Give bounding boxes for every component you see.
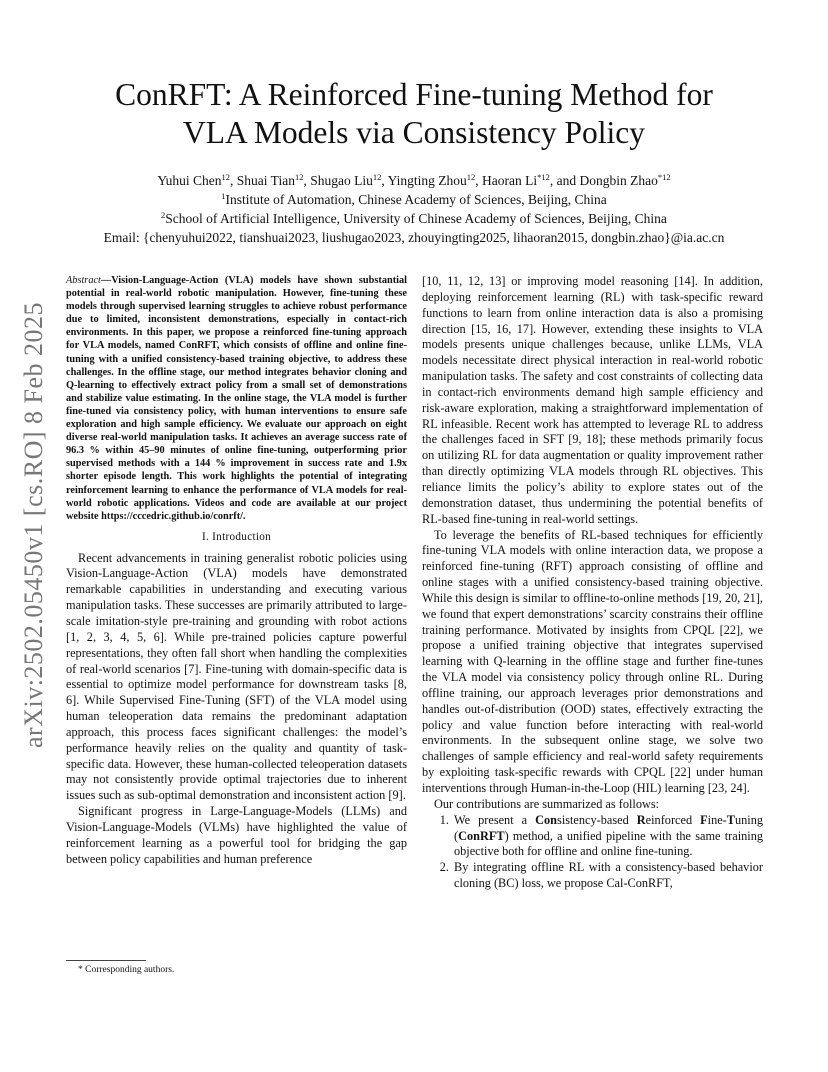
author-name: Yuhui Chen (157, 173, 222, 188)
author-list (60, 171, 768, 190)
author-affil-mark: *12 (537, 172, 550, 182)
affil-text: School of Artificial Intelligence, University of Chinese Academy of Sciences, Beijing, China (165, 211, 667, 226)
affil-mark: 1 (221, 191, 226, 201)
bold-run: ConRFT (458, 828, 505, 843)
author-affil-mark: 12 (294, 172, 304, 182)
affiliation-1 (60, 190, 768, 209)
author-separator: , (303, 173, 311, 188)
text-run: ine- (707, 812, 727, 827)
list-item: 2. By integrating offline RL with a consistency-based behavior cloning (BC) loss, we propose Cal-ConRFT, (452, 860, 763, 892)
paragraph: Our contributions are summarized as follows: (434, 796, 660, 811)
arxiv-identifier: arXiv:2502.05450v1 [cs.RO] 8 Feb 2025 (19, 301, 48, 749)
bold-run: Con (535, 812, 558, 827)
text-run: We present a (454, 812, 536, 827)
bold-run: T (726, 812, 735, 827)
author-name: Haoran Li (481, 173, 538, 188)
author-separator: , (381, 173, 388, 188)
bold-run: F (700, 812, 708, 827)
paper-title (60, 76, 768, 152)
abstract-text: —Vision-Language-Action (VLA) models have shown substantial potential in real-world robotic manipulation. However, fine-tuning these models through supervised learning struggles to achieve robust performance due to limited, inconsistent demonstrations, especially in contact-rich environments. In this paper, we propose a reinforced fine-tuning approach for VLA models, named ConRFT, which consists of offline and online fine-tuning with a unified consistency-based training objective, to address these challenges. In the offline stage, our method integrates behavior cloning and Q-learning to effectively extract policy from a small set of demonstrations and stabilize value estimating. In the online stage, the VLA model is further fine-tuned via consistency policy, with human interventions to ensure safe exploration and high sample efficiency. We evaluate our approach on eight diverse real-world manipulation tasks. It achieves an average success rate of 96.3 % within 45–90 minutes of online fine-tuning, outperforming prior supervised methods with a 144 % improvement in success rate and 1.9x shorter episode length. This work highlights the potential of integrating reinforcement learning to enhance the performance of VLA models for real-world robotic applications. Videos and code are available at our project website https://cccedric.github.io/conrft/. (66, 275, 407, 522)
author-affil-mark: 12 (466, 172, 476, 182)
author-affil-mark: 12 (221, 172, 231, 182)
text-run: uning ( (454, 812, 763, 843)
footnote-text: * Corresponding authors. (78, 965, 175, 975)
author-block (60, 171, 768, 247)
email-line: Email: {chenyuhui2022, tianshuai2023, liushugao2023, zhouyingting2025, lihaoran2015, dongbin.zhao}@ia.ac.cn (103, 230, 725, 245)
arxiv-identifier-sidebar (4, 290, 64, 760)
author-name: Shuai Tian (236, 173, 295, 188)
title-line-1: ConRFT: A Reinforced Fine-tuning Method for (115, 77, 713, 112)
bold-run: R (636, 812, 646, 827)
affil-text: Institute of Automation, Chinese Academy of Sciences, Beijing, China (225, 192, 607, 207)
section-heading: I. Introduction (201, 530, 272, 543)
author-affil-mark: *12 (657, 172, 671, 182)
footnote (66, 960, 407, 975)
title-line-2: VLA Models via Consistency Policy (183, 115, 645, 150)
abstract (66, 274, 407, 523)
paragraph: Recent advancements in training generalist robotic policies using Vision-Language-Action (VLA) models have demonstrated remarkable capabilities in understanding and executing various manipulation tasks. These successes are primarily attributed to large-scale imitation-style pre-training and grounding with robot actions [1, 2, 3, 4, 5, 6]. While pre-trained policies capture powerful representations, they often fall short when handling the complexities of real-world scenarios [7]. Fine-tuning with domain-specific data is essential to optimize model performance for downstream tasks [8, 6]. While Supervised Fine-Tuning (SFT) of the VLA model using human teleoperation data remains the predominant adaptation approach, this process faces significant challenges: the model’s performance heavily relies on the quality and quantity of task-specific data. However, these human-collected teleoperation datasets may not consistently provide optimal trajectories due to inherent issues such as sub-optimal demonstration and inconsistent action [9]. (66, 550, 407, 803)
author-name: Yingting Zhou (387, 173, 467, 188)
text-run: sistency-based (557, 812, 637, 827)
text-run: einforced (645, 812, 701, 827)
affiliation-2 (60, 209, 768, 228)
author-name: Dongbin Zhao (579, 173, 658, 188)
author-separator: , (230, 173, 237, 188)
text-run: ) method, a unified pipeline with the same training objective both for offline and online fine-tuning. (454, 828, 763, 859)
right-column (422, 274, 763, 892)
author-separator: , (475, 173, 482, 188)
footnote-rule (66, 960, 146, 961)
left-column (66, 274, 407, 868)
author-affil-mark: 12 (372, 172, 382, 182)
author-separator: , and (549, 173, 580, 188)
affil-mark: 2 (161, 210, 166, 220)
paragraph: To leverage the benefits of RL-based techniques for efficiently fine-tuning VLA models with online interaction data, we propose a reinforced fine-tuning (RFT) approach consisting of offline and online stages with a unified consistency-based training objective. While this design is similar to offline-to-online methods [19, 20, 21], we found that expert demonstrations’ scarcity constrains their offline training performance. Motivated by insights from CPQL [22], we propose a unified training objective that integrates supervised learning with Q-learning in the offline stage and further fine-tunes the VLA model via consistency policy through online RL. During offline training, our approach leverages prior demonstrations and handles out-of-distribution (OOD) states, effectively extracting the policy and value function before interacting with real-world environments. In the subsequent online stage, we solve two challenges of sample efficiency and real-world safety requirements by exploiting task-specific rewards with CPQL [22] under human interventions through Human-in-the-Loop (HIL) learning [23, 24]. (422, 527, 763, 795)
abstract-label: Abstract (66, 275, 101, 286)
paragraph: Significant progress in Large-Language-Models (LLMs) and Vision-Language-Models (VLMs) have highlighted the value of reinforcement learning as a powerful tool for bridging the gap between policy capabilities and human preference (66, 804, 407, 866)
list-item (452, 813, 763, 861)
contributions-list (422, 813, 763, 892)
author-name: Shugao Liu (310, 173, 373, 188)
paragraph: [10, 11, 12, 13] or improving model reasoning [14]. In addition, deploying reinforcement learning (RL) with task-specific reward functions to learn from online interaction data is also a promising direction [15, 16, 17]. However, extending these insights to VLA models presents unique challenges because, unlike LLMs, VLA models necessitate direct physical interaction in real-world robotic manipulation tasks. The safety and cost constraints of collecting data in contact-rich environments demand high sample efficiency and risk-aware exploration, making a straightforward implementation of RL infeasible. Recent work has attempted to leverage RL to address the challenges faced in SFT [9, 18]; these methods primarily focus on utilizing RL for data augmentation or quality improvement rather than directly optimizing VLA models through RL objectives. This reliance limits the policy’s ability to explore states out of the demonstration dataset, thus undermining the potential benefits of RL-based fine-tuning in real-world settings. (422, 274, 763, 526)
